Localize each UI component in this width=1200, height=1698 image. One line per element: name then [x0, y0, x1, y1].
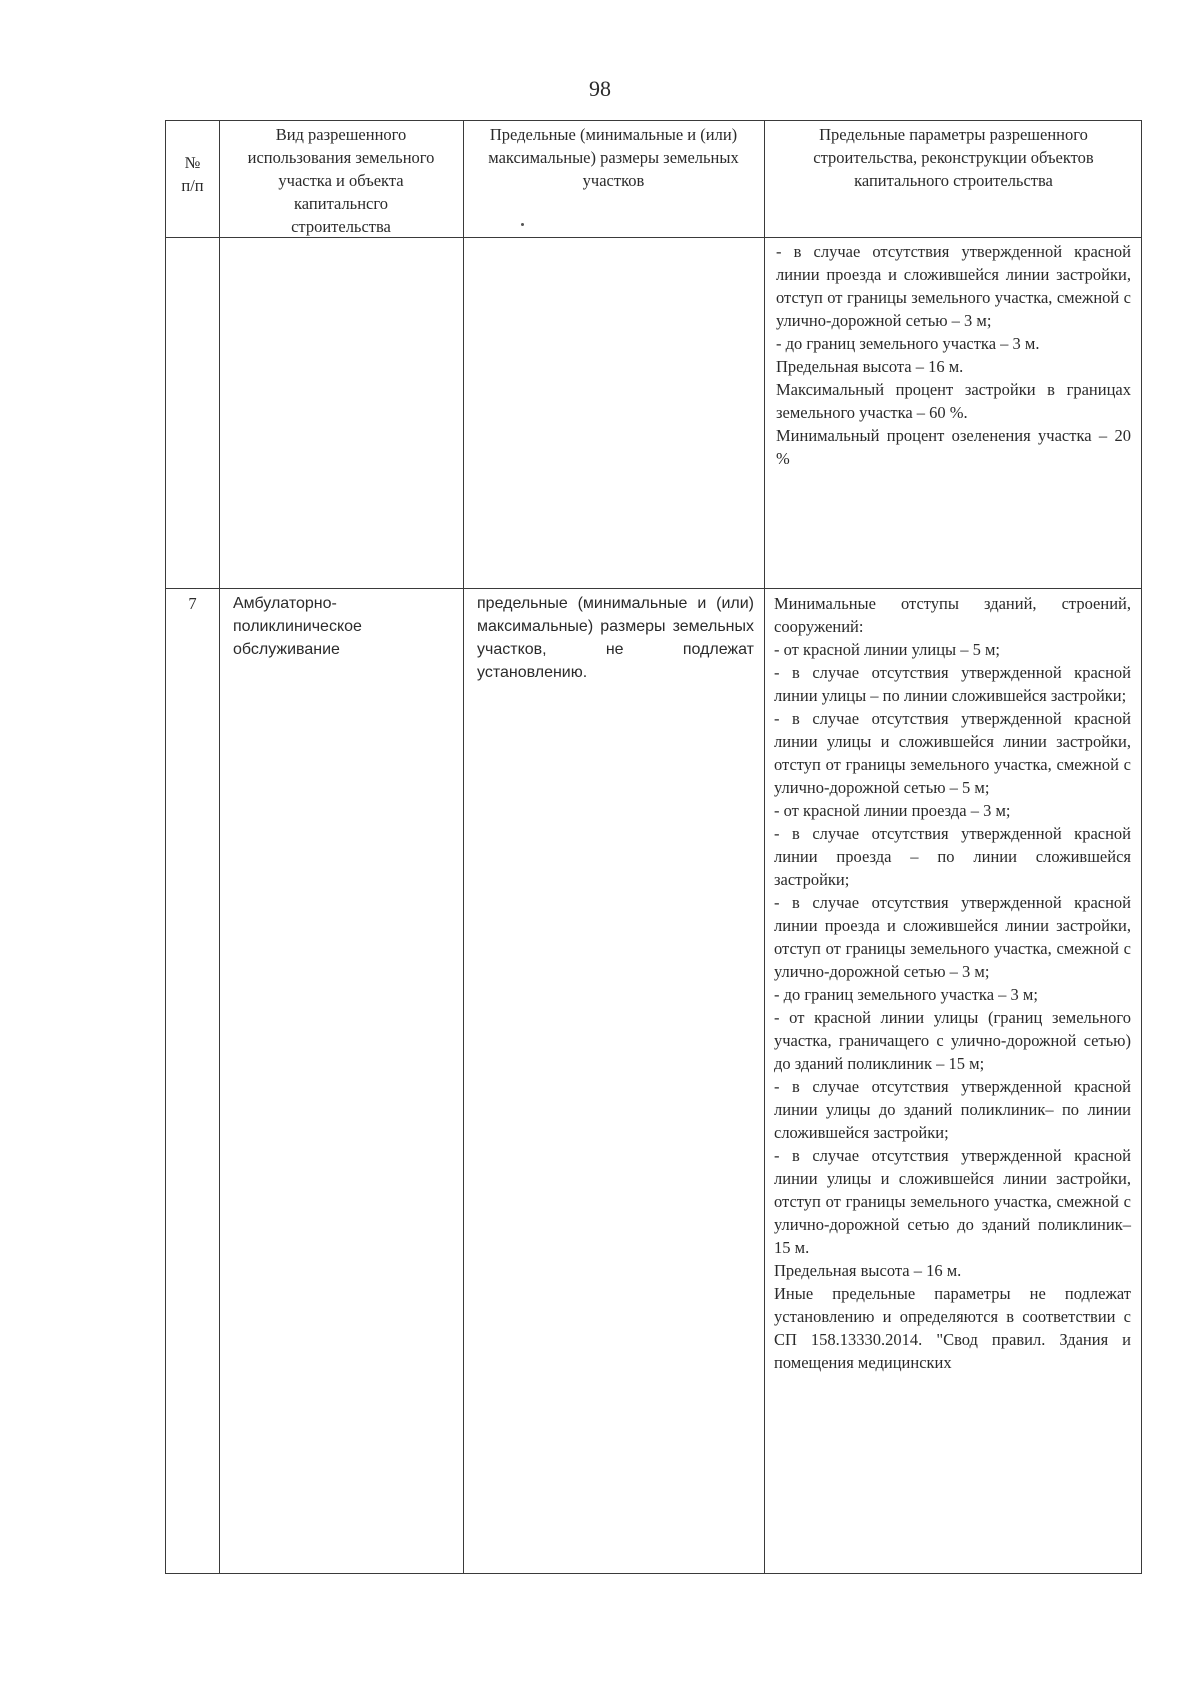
header-use-type: Вид разрешенного использования земельного участка и объекта капитальнсго строительства	[247, 125, 435, 236]
param-line: Предельная высота – 16 м.	[776, 357, 964, 376]
param-line: - в случае отсутствия утвержденной красной линии улицы – по линии сложившейся застройки;	[774, 663, 1131, 705]
zoning-table	[165, 120, 1142, 1574]
param-line: - в случае отсутствия утвержденной красной линии улицы и сложившейся линии застройки, отступ от границы земельного участка, смежной с улично-дорожной сетью – 5 м;	[774, 709, 1131, 797]
param-line: - в случае отсутствия утвержденной красной линии проезда и сложившейся линии застройки, отступ от границы земельного участка, смежной с улично-дорожной сетью – 3 м;	[774, 893, 1131, 981]
scan-speck	[521, 223, 524, 226]
param-line: - от красной линии улицы – 5 м;	[774, 640, 1001, 659]
row-divider	[166, 588, 1141, 589]
header-num: № п/п	[181, 153, 204, 195]
header-params: Предельные параметры разрешенного строительства, реконструкции объектов капитального строительства	[813, 125, 1094, 190]
param-line: Предельная высота – 16 м.	[774, 1261, 962, 1280]
param-line: - от красной линии проезда – 3 м;	[774, 801, 1011, 820]
column-divider	[219, 121, 220, 1573]
param-line: Минимальные отступы зданий, строений, сооружений:	[774, 594, 1131, 636]
param-line: - в случае отсутствия утвержденной красной линии улицы и сложившейся линии застройки, отступ от границы земельного участка, смежной с улично-дорожной сетью до зданий поликлиник– 15 м.	[774, 1146, 1131, 1257]
param-line: - в случае отсутствия утвержденной красной линии проезда – по линии сложившейся застройки;	[774, 824, 1131, 889]
param-line: Минимальный процент озеленения участка – 20 %	[776, 426, 1131, 468]
prev-row-params	[764, 240, 1143, 470]
header-plot-sizes: Предельные (минимальные и (или) максимальные) размеры земельных участков	[488, 125, 739, 190]
row-7-plot-sizes: предельные (минимальные и (или) максимальные) размеры земельных участков, не подлежат установлению.	[477, 595, 754, 681]
row-7-use-type: Амбулаторно-поликлиническое обслуживание	[233, 595, 362, 658]
row-7-params	[764, 592, 1143, 1374]
param-line: - до границ земельного участка – 3 м;	[774, 985, 1038, 1004]
page-number: 98	[589, 76, 611, 101]
param-line: - в случае отсутствия утвержденной красной линии улицы до зданий поликлиник– по линии сложившейся застройки;	[774, 1077, 1131, 1142]
param-line: - от красной линии улицы (границ земельного участка, граничащего с улично-дорожной сетью) до зданий поликлиник – 15 м;	[774, 1008, 1131, 1073]
param-line: Максимальный процент застройки в границах земельного участка – 60 %.	[776, 380, 1131, 422]
column-divider	[463, 121, 464, 1573]
param-line: Иные предельные параметры не подлежат установлению и определяются в соответствии с СП 158.13330.2014. "Свод правил. Здания и помещения медицинских	[774, 1284, 1131, 1372]
param-line: - в случае отсутствия утвержденной красной линии проезда и сложившейся линии застройки, отступ от границы земельного участка, смежной с улично-дорожной сетью – 3 м;	[776, 242, 1131, 330]
param-line: - до границ земельного участка – 3 м.	[776, 334, 1040, 353]
row-7-num: 7	[188, 594, 197, 613]
